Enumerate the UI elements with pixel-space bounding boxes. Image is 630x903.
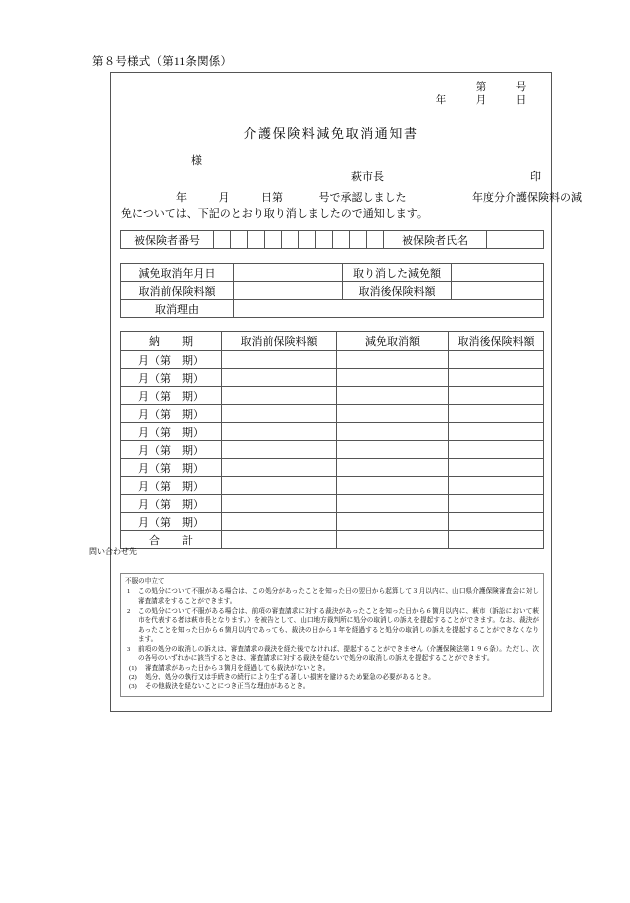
issuer-seal: 印 (530, 171, 541, 183)
cancel-date-label: 減免取消年月日 (121, 264, 234, 282)
cancellation-info-table (120, 263, 544, 318)
period-cancelled-value[interactable] (337, 405, 449, 423)
period-after-value[interactable] (449, 369, 544, 387)
body-line-2: 免については、下記のとおり取り消しましたので通知します。 (121, 208, 428, 220)
appeal-sub-item (125, 682, 539, 691)
table-row (121, 423, 544, 441)
period-after-value[interactable] (449, 459, 544, 477)
form-number: 第８号様式（第11条関係） (92, 56, 233, 68)
document-number-row (381, 81, 541, 94)
period-after-value[interactable] (449, 513, 544, 531)
appeal-item-number: 1 (127, 588, 131, 596)
period-label: 月（第 期） (121, 459, 222, 477)
insured-name-label: 被保険者氏名 (384, 231, 487, 249)
period-after-value[interactable] (449, 477, 544, 495)
period-cancelled-value[interactable] (337, 477, 449, 495)
appeal-item-number: 2 (127, 607, 131, 615)
table-row (121, 369, 544, 387)
table-row (121, 495, 544, 513)
appeal-sub-item-text: その他裁決を経ないことにつき正当な理由があるとき。 (145, 683, 310, 691)
body-paragraph (121, 190, 582, 222)
appeal-item (125, 607, 539, 645)
period-after-value[interactable] (449, 351, 544, 369)
appeal-sub-item (125, 664, 539, 673)
date-day-label: 日 (515, 95, 527, 106)
table-header-row (121, 332, 544, 351)
insured-number-digit[interactable] (248, 231, 265, 249)
appeal-title: 不服の申立て (125, 578, 165, 585)
table-row (121, 351, 544, 369)
period-label: 月（第 期） (121, 423, 222, 441)
period-after-value[interactable] (449, 441, 544, 459)
date-month-label: 月 (475, 95, 487, 106)
total-before-value[interactable] (222, 531, 337, 549)
appeal-notice-box (120, 573, 544, 697)
period-after-value[interactable] (449, 423, 544, 441)
table-total-row (121, 531, 544, 549)
insured-number-label: 被保険者番号 (121, 231, 214, 249)
table-row (121, 405, 544, 423)
appeal-item-number: 3 (127, 645, 131, 653)
appeal-sub-item (125, 673, 539, 682)
doc-number-prefix: 第 (475, 82, 487, 93)
insured-number-digit[interactable] (316, 231, 333, 249)
table-row (121, 387, 544, 405)
column-header-period: 納 期 (121, 332, 222, 351)
notice-frame (89, 72, 582, 712)
premium-before-value[interactable] (234, 282, 343, 300)
period-label: 月（第 期） (121, 369, 222, 387)
page-title: 介護保険料減免取消通知書 (243, 126, 419, 141)
period-cancelled-value[interactable] (337, 441, 449, 459)
period-label: 月（第 期） (121, 387, 222, 405)
appeal-item (125, 587, 539, 606)
period-cancelled-value[interactable] (337, 459, 449, 477)
appeal-item-text: この処分について不服がある場合は、この処分があったことを知った日の翌日から起算して３月以内に、山口県介護保険審査会に対し審査請求をすることができます。 (138, 588, 539, 605)
date-year-label: 年 (435, 95, 447, 106)
table-row (121, 459, 544, 477)
contact-label: 問い合わせ先 (89, 547, 137, 556)
period-after-value[interactable] (449, 495, 544, 513)
premium-after-label: 取消後保険料額 (343, 282, 452, 300)
insured-number-digit[interactable] (282, 231, 299, 249)
insured-number-digit[interactable] (350, 231, 367, 249)
cancel-date-value[interactable] (234, 264, 343, 282)
period-before-value[interactable] (222, 441, 337, 459)
body-year: 年 (176, 192, 187, 204)
appeal-sub-item-number: (2) (129, 674, 137, 682)
issuer-name: 萩市長 (351, 171, 384, 183)
insured-number-digit[interactable] (333, 231, 350, 249)
body-fiscal: 年度分介護保険料の減 (472, 192, 582, 204)
period-before-value[interactable] (222, 423, 337, 441)
period-before-value[interactable] (222, 495, 337, 513)
insured-number-digit[interactable] (299, 231, 316, 249)
appeal-sub-item-text: 処分、処分の執行又は手続きの続行により生ずる著しい損害を避けるため緊急の必要があるとき。 (145, 674, 435, 682)
period-cancelled-value[interactable] (337, 423, 449, 441)
document-date-row (381, 94, 541, 107)
body-month: 月 (218, 192, 230, 204)
cancel-reason-value[interactable] (234, 300, 544, 318)
period-label: 月（第 期） (121, 351, 222, 369)
table-row (121, 264, 544, 282)
period-before-value[interactable] (222, 513, 337, 531)
cancelled-amount-value[interactable] (452, 264, 544, 282)
period-cancelled-value[interactable] (337, 513, 449, 531)
appeal-sub-item-number: (1) (129, 664, 137, 672)
insured-name-value[interactable] (487, 231, 544, 249)
insured-number-digit[interactable] (231, 231, 248, 249)
premium-before-label: 取消前保険料額 (121, 282, 234, 300)
table-row (121, 513, 544, 531)
total-label: 合 計 (121, 531, 222, 549)
period-before-value[interactable] (222, 405, 337, 423)
period-cancelled-value[interactable] (337, 369, 449, 387)
insured-number-digit[interactable] (214, 231, 231, 249)
body-line-1 (121, 190, 582, 206)
period-before-value[interactable] (222, 459, 337, 477)
table-row (121, 282, 544, 300)
period-cancelled-value[interactable] (337, 495, 449, 513)
cancelled-amount-label: 取り消した減免額 (343, 264, 452, 282)
period-cancelled-value[interactable] (337, 387, 449, 405)
issuer-block (351, 168, 541, 184)
total-after-value[interactable] (449, 531, 544, 549)
table-row (121, 477, 544, 495)
period-before-value[interactable] (222, 387, 337, 405)
addressee-honorific: 様 (191, 155, 202, 167)
period-before-value[interactable] (222, 477, 337, 495)
period-label: 月（第 期） (121, 477, 222, 495)
appeal-item-text: この処分について不服がある場合は、前項の審査請求に対する裁決があったことを知った日から６箇月以内に、萩市（訴訟において萩市を代表する者は萩市長となります。）を被告として、山口地方裁判所に処分の取消しの訴えを提起することができます。なお、裁決があったことを知った日から６箇月以内であっても、裁決の日から１年を経過すると処分の取消しの訴えを提起することができなくなります。 (138, 607, 539, 643)
appeal-sub-item-text: 審査請求があった日から３箇月を経過しても裁決がないとき。 (145, 664, 330, 672)
period-label: 月（第 期） (121, 405, 222, 423)
period-cancelled-value[interactable] (337, 351, 449, 369)
payment-schedule-table (120, 331, 544, 549)
appeal-item-text: 前項の処分の取消しの訴えは、審査請求の裁決を経た後でなければ、提起することができません（介護保険法第１９６条）。ただし、次の各号のいずれかに該当するときは、審査請求に対する裁決を経ないで処分の取消しの訴えを提起することができます。 (138, 645, 539, 663)
period-label: 月（第 期） (121, 513, 222, 531)
appeal-sub-item-number: (3) (129, 683, 137, 691)
column-header-before: 取消前保険料額 (222, 332, 337, 351)
period-after-value[interactable] (449, 387, 544, 405)
period-label: 月（第 期） (121, 441, 222, 459)
period-before-value[interactable] (222, 369, 337, 387)
body-day-number: 日第 (261, 192, 283, 204)
body-approval: 号で承認しました (318, 192, 407, 204)
document-meta (381, 81, 541, 107)
table-row (121, 441, 544, 459)
premium-after-value[interactable] (452, 282, 544, 300)
doc-number-suffix: 号 (515, 82, 527, 93)
insured-person-table (120, 230, 544, 249)
total-cancelled-value[interactable] (337, 531, 449, 549)
insured-number-digit[interactable] (367, 231, 384, 249)
period-before-value[interactable] (222, 351, 337, 369)
appeal-item (125, 645, 539, 664)
insured-number-digit[interactable] (265, 231, 282, 249)
period-after-value[interactable] (449, 405, 544, 423)
table-row (121, 300, 544, 318)
table-row (121, 231, 544, 249)
cancel-reason-label: 取消理由 (121, 300, 234, 318)
column-header-after: 取消後保険料額 (449, 332, 544, 351)
column-header-cancelled: 減免取消額 (337, 332, 449, 351)
period-label: 月（第 期） (121, 495, 222, 513)
